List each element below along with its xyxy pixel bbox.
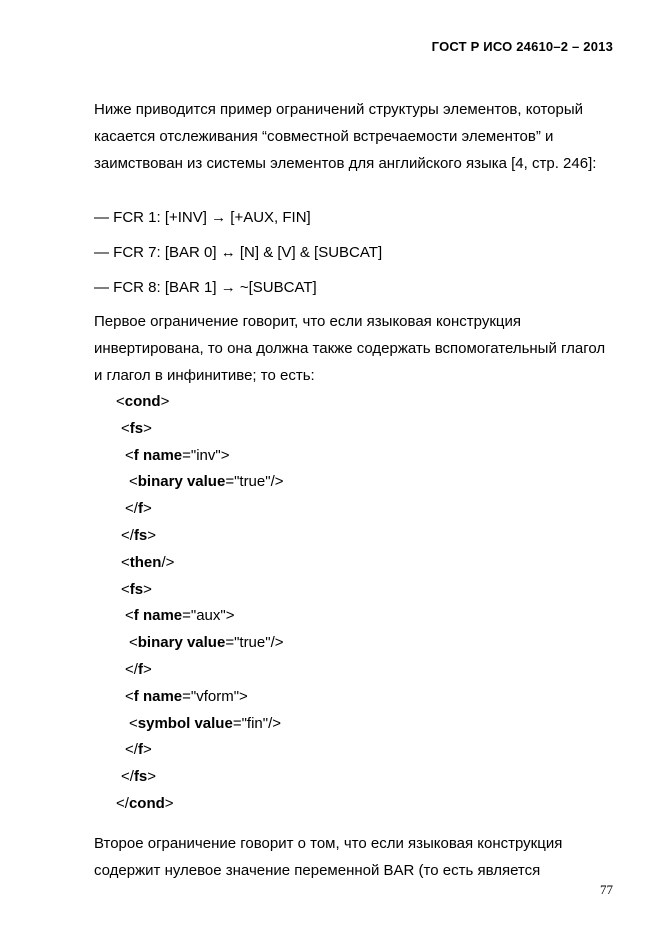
code-bracket: <	[125, 607, 134, 625]
code-attribute: name	[142, 446, 183, 464]
code-bracket: <	[129, 714, 138, 732]
code-bracket: >	[142, 660, 152, 678]
code-line	[94, 550, 284, 577]
code-line	[94, 657, 284, 684]
code-tag: fs	[129, 580, 144, 598]
code-bracket: />	[270, 473, 284, 491]
code-tag: symbol	[137, 714, 191, 732]
constraint-item: — FCR 7: [BAR 0] ↔ [N] & [V] & [SUBCAT]	[94, 244, 383, 261]
code-tag: f	[137, 741, 143, 759]
code-line	[94, 416, 284, 443]
code-tag: cond	[128, 794, 165, 812]
constraint-item: — FCR 1: [+INV] → [+AUX, FIN]	[94, 209, 311, 226]
code-bracket: </	[125, 660, 138, 678]
code-bracket: <	[116, 393, 125, 410]
code-bracket: >	[142, 500, 152, 518]
code-line	[94, 443, 284, 470]
code-bracket: >	[142, 741, 152, 759]
page-number: 77	[600, 882, 613, 897]
constraint-item: — FCR 8: [BAR 1] → ~[SUBCAT]	[94, 279, 317, 296]
code-tag: f	[137, 660, 143, 678]
code-bracket: </	[125, 741, 138, 759]
code-bracket: >	[147, 768, 157, 786]
code-value: ="true"	[225, 473, 271, 491]
code-value: ="true"	[225, 634, 271, 652]
code-bracket: <	[121, 580, 130, 598]
code-bracket: </	[125, 500, 138, 518]
code-tag: f	[137, 500, 143, 518]
code-bracket: >	[160, 393, 170, 410]
code-bracket: <	[129, 634, 138, 652]
code-line	[94, 389, 284, 416]
code-tag: f	[133, 607, 139, 625]
code-line	[94, 630, 284, 657]
code-value: ="vform"	[182, 687, 240, 705]
code-attribute: value	[194, 714, 233, 732]
code-bracket: >	[225, 607, 235, 625]
code-bracket: >	[147, 526, 157, 544]
code-line	[94, 711, 284, 738]
code-bracket: <	[121, 553, 130, 571]
code-line	[94, 603, 284, 630]
code-attribute: value	[186, 634, 226, 652]
code-tag: cond	[124, 393, 161, 410]
code-tag: fs	[129, 419, 144, 437]
code-bracket: <	[125, 446, 134, 464]
code-bracket: >	[239, 687, 248, 705]
code-tag: fs	[133, 768, 148, 786]
second-constraint-paragraph: Второе ограничение говорит о том, что если языковая конструкция содержит нулевое значение переменной BAR (то есть является	[94, 835, 563, 879]
code-tag: then	[129, 553, 162, 571]
xml-code-block	[94, 389, 284, 818]
code-bracket: >	[143, 580, 152, 598]
code-line	[94, 523, 284, 550]
code-bracket: <	[129, 473, 138, 491]
code-value: ="inv"	[182, 446, 221, 464]
code-attribute: name	[142, 687, 183, 705]
code-line	[94, 684, 284, 711]
code-tag: f	[133, 687, 139, 705]
document-header: ГОСТ Р ИСО 24610–2 – 2013	[431, 39, 613, 54]
code-bracket: >	[143, 419, 152, 437]
code-bracket: </	[116, 794, 129, 812]
code-bracket: <	[121, 419, 130, 437]
code-tag: binary	[137, 634, 183, 652]
first-constraint-paragraph: Первое ограничение говорит, что если языковая конструкция инвертирована, то она должна также содержать вспомогательный глагол и глагол в инфинитиве; то есть:	[94, 313, 606, 384]
code-attribute: name	[142, 607, 183, 625]
constraint-list	[94, 200, 382, 305]
code-line	[94, 469, 284, 496]
code-line	[94, 577, 284, 604]
code-bracket: </	[121, 768, 134, 786]
code-tag: f	[133, 446, 139, 464]
code-tag: binary	[137, 473, 183, 491]
code-bracket: />	[270, 634, 284, 652]
code-line	[94, 791, 284, 818]
code-tag: fs	[133, 526, 148, 544]
code-bracket: />	[161, 553, 175, 571]
code-bracket: >	[164, 794, 174, 812]
code-value: ="aux"	[182, 607, 226, 625]
code-attribute: value	[186, 473, 226, 491]
code-bracket: >	[220, 446, 230, 464]
code-line	[94, 496, 284, 523]
intro-paragraph: Ниже приводится пример ограничений структуры элементов, который касается отслеживания “совместной встречаемости элементов” и заимствован из системы элементов для английского языка [4, стр. 246]:	[94, 101, 597, 172]
code-line	[94, 764, 284, 791]
code-bracket: <	[125, 687, 134, 705]
code-line	[94, 737, 284, 764]
code-bracket: />	[268, 714, 282, 732]
code-value: ="fin"	[232, 714, 269, 732]
code-bracket: </	[121, 526, 134, 544]
